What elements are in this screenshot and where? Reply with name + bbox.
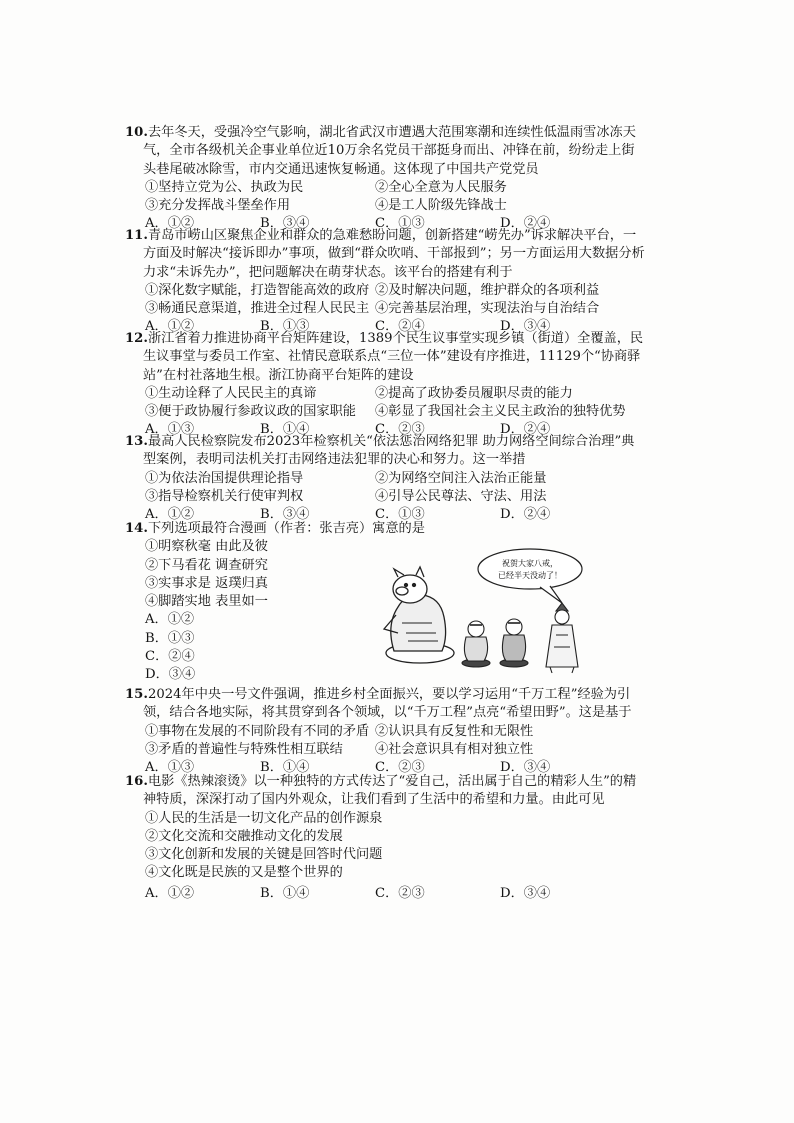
question-13 — [125, 433, 645, 524]
option-2: ②提高了政协委员履职尽责的能力 — [375, 385, 573, 401]
option-4: ④脚踏实地 表里如一 — [145, 594, 268, 610]
question-12 — [125, 330, 645, 440]
option-1: ①为依法治国提供理论指导 — [145, 470, 304, 486]
answer-b: B．①③ — [145, 630, 195, 646]
answer-choices: A．①② B．①③ C．②④ D．③④ — [145, 319, 551, 335]
question-stem: 14.下列选项最符合漫画（作者：张吉亮）寓意的是 — [125, 521, 425, 536]
question-15 — [125, 686, 645, 777]
question-16 — [125, 773, 645, 903]
option-3: ③文化创新和发展的关键是回答时代问题 — [145, 847, 383, 863]
question-stem: 12.浙江省着力推进协商平台矩阵建设，1389个民生议事堂实现乡镇（街道）全覆盖，民生议事堂与委员工作室、社情民意联系点“三位一体”建设有序推进，11129个“协商驿站”在村社落地生根。浙江协商平台矩阵的建设 — [125, 331, 644, 383]
answer-choices: A．①③ B．①④ C．②③ D．③④ — [145, 760, 551, 776]
small-figure-2 — [500, 619, 528, 667]
question-stem: 11.青岛市崂山区聚焦企业和群众的急难愁盼问题，创新搭建“崂先办”诉求解决平台，一方面及时解决“接诉即办”事项，做到“群众吹哨、干部报到”；另一方面运用大数据分析力求“未诉先办”，把问题解决在萌芽状态。该平台的搭建有利于 — [125, 228, 645, 280]
option-3: ③便于政协履行参政议政的国家职能 — [145, 404, 356, 420]
question-11 — [125, 227, 645, 337]
question-stem: 13.最高人民检察院发布2023年检察机关“依法惩治网络犯罪 助力网络空间综合治理”典型案例，表明司法机关打击网络违法犯罪的决心和努力。这一举措 — [125, 434, 635, 468]
answer-d: D．③④ — [145, 667, 196, 683]
speech-bubble-line-2: 已经半天没动了！ — [498, 571, 562, 580]
option-4: ④完善基层治理，实现法治与自治结合 — [375, 301, 600, 317]
question-10 — [125, 124, 645, 234]
option-4: ④文化既是民族的又是整个世界的 — [145, 865, 343, 881]
cartoon-illustration — [372, 545, 607, 675]
small-figure-1 — [462, 621, 490, 667]
option-1: ①明察秋毫 由此及彼 — [145, 539, 268, 555]
answer-a: A．①② — [145, 612, 195, 628]
option-2: ②下马看花 调查研究 — [145, 557, 268, 573]
option-3: ③实事求是 返璞归真 — [145, 575, 268, 591]
option-2: ②全心全意为人民服务 — [375, 179, 507, 195]
answer-choices: A．①② B．③④ C．①③ D．②④ — [145, 216, 551, 232]
option-2: ②认识具有反复性和无限性 — [375, 723, 534, 739]
option-4: ④彰显了我国社会主义民主政治的独特优势 — [375, 404, 626, 420]
option-2: ②为网络空间注入法治正能量 — [375, 470, 547, 486]
speech-bubble-line-1: 祝贺大家八戒， — [502, 559, 558, 568]
question-stem: 16.电影《热辣滚烫》以一种独特的方式传达了“爱自己，活出属于自己的精彩人生”的精神特质，深深打动了国内外观众，让我们看到了生活中的希望和力量。由此可见 — [125, 774, 637, 808]
option-1: ①深化数字赋能，打造智能高效的政府 — [145, 282, 370, 298]
answer-choices: A．①③ B．①④ C．②③ D．②④ — [145, 422, 551, 438]
answer-choices: A．①② B．③④ C．①③ D．②④ — [145, 507, 551, 523]
question-stem: 15.2024年中央一号文件强调，推进乡村全面振兴，要以学习运用“千万工程”经验为引领，结合各地实际，将其贯穿到各个领域，以“千万工程”点亮“希望田野”。这是基于 — [125, 687, 632, 721]
option-3: ③指导检察机关行使审判权 — [145, 488, 304, 504]
option-3: ③矛盾的普遍性与特殊性相互联结 — [145, 741, 343, 757]
question-stem: 10.去年冬天，受强冷空气影响，湖北省武汉市遭遇大范围寒潮和连续性低温雨雪冰冻天气，全市各级机关企事业单位近10万余名党员干部挺身而出、冲锋在前，纷纷走上街头巷尾破冰除雪，市内交通迅速恢复畅通。这体现了中国共产党党员 — [125, 125, 636, 177]
option-4: ④是工人阶级先锋战士 — [375, 198, 507, 214]
answer-c: C．②④ — [145, 649, 195, 665]
option-2: ②文化交流和交融推动文化的发展 — [145, 828, 343, 844]
option-1: ①人民的生活是一切文化产品的创作源泉 — [145, 810, 383, 826]
option-1: ①坚持立党为公、执政为民 — [145, 179, 304, 195]
option-4: ④社会意识具有相对独立性 — [375, 741, 534, 757]
option-1: ①生动诠释了人民民主的真谛 — [145, 385, 317, 401]
answer-choices: A．①② B．①④ C．②③ D．③④ — [145, 885, 551, 901]
option-3: ③畅通民意渠道，推进全过程人民民主 — [145, 301, 370, 317]
option-3: ③充分发挥战斗堡垒作用 — [145, 198, 291, 214]
option-1: ①事物在发展的不同阶段有不同的矛盾 — [145, 723, 370, 739]
option-4: ④引导公民尊法、守法、用法 — [375, 488, 547, 504]
option-2: ②及时解决问题，维护群众的各项利益 — [375, 282, 600, 298]
monk-figure — [546, 603, 578, 673]
pig-figure — [384, 567, 454, 663]
